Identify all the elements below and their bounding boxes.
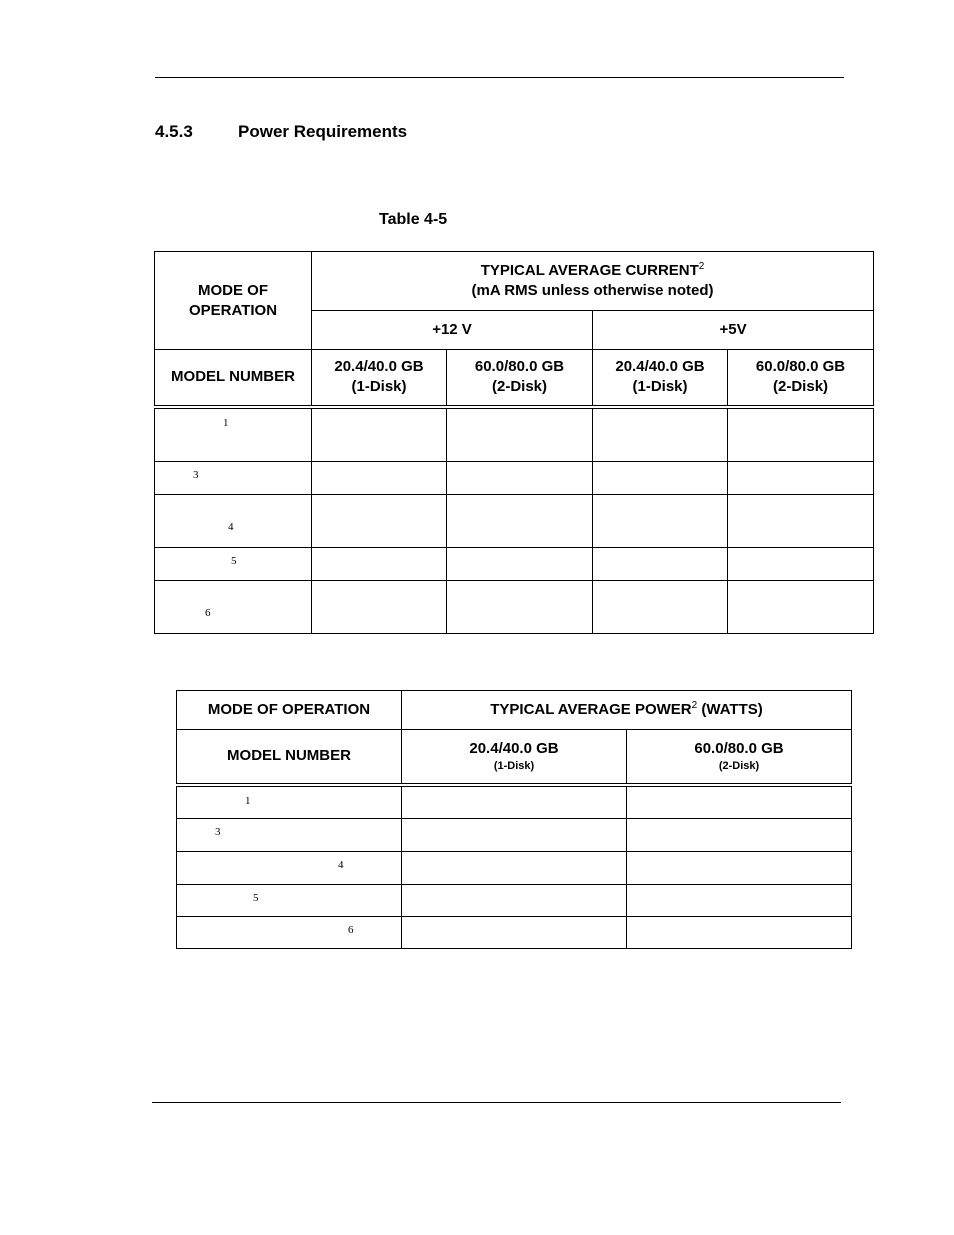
- header-rule: [155, 77, 844, 78]
- footnote-marker: 3: [215, 826, 221, 838]
- value-cell: [402, 917, 627, 949]
- value-cell: [593, 548, 728, 581]
- table-row: [177, 917, 852, 949]
- mode-cell: [155, 462, 312, 495]
- value-cell: [728, 407, 874, 462]
- power-table: [176, 690, 852, 949]
- current-table: [154, 251, 874, 634]
- footnote-marker: 4: [228, 521, 234, 533]
- value-cell: [627, 785, 852, 819]
- value-cell: [627, 885, 852, 917]
- voltage-5v-header: +5V: [593, 311, 874, 350]
- mode-cell: [177, 917, 402, 949]
- value-cell: [593, 495, 728, 548]
- mode-of-operation-header: MODE OF OPERATION: [177, 691, 402, 730]
- value-cell: [402, 819, 627, 852]
- value-cell: [447, 581, 593, 634]
- value-cell: [402, 785, 627, 819]
- footer-rule: [152, 1102, 841, 1103]
- mode-cell: [177, 785, 402, 819]
- footnote-marker: 6: [348, 924, 354, 936]
- footnote-marker: 5: [253, 892, 259, 904]
- value-cell: [728, 581, 874, 634]
- footnote-marker: 5: [231, 555, 237, 567]
- footnote-marker: 1: [223, 416, 229, 429]
- mode-cell: [155, 495, 312, 548]
- model-header: 60.0/80.0 GB (2-Disk): [728, 350, 874, 407]
- section-number: 4.5.3: [155, 122, 193, 141]
- value-cell: [447, 407, 593, 462]
- value-cell: [627, 819, 852, 852]
- value-cell: [728, 462, 874, 495]
- table-row: [155, 495, 874, 548]
- table-row: [177, 785, 852, 819]
- voltage-12v-header: +12 V: [312, 311, 593, 350]
- table-row: [155, 407, 874, 462]
- value-cell: [627, 852, 852, 885]
- value-cell: [312, 495, 447, 548]
- value-cell: [312, 548, 447, 581]
- footnote-marker: 6: [205, 607, 211, 619]
- value-cell: [593, 462, 728, 495]
- value-cell: [312, 407, 447, 462]
- typical-average-power-header: TYPICAL AVERAGE POWER$^2$ (WATTS): [402, 691, 852, 730]
- mode-cell: [155, 548, 312, 581]
- mode-cell: [155, 407, 312, 462]
- typical-average-current-header: TYPICAL AVERAGE CURRENT$^2$ (mA RMS unless otherwise noted): [312, 252, 874, 311]
- mode-cell: [177, 885, 402, 917]
- table-row: [155, 462, 874, 495]
- model-number-label: MODEL NUMBER: [155, 350, 312, 407]
- value-cell: [402, 885, 627, 917]
- value-cell: [728, 548, 874, 581]
- mode-cell: [177, 819, 402, 852]
- footnote-marker: 1: [245, 794, 251, 807]
- value-cell: [312, 581, 447, 634]
- mode-of-operation-header: MODE OF OPERATION: [155, 252, 312, 350]
- footnote-marker: 4: [338, 859, 344, 871]
- table-row: [155, 581, 874, 634]
- model-header: 60.0/80.0 GB (2-Disk): [627, 730, 852, 785]
- value-cell: [447, 495, 593, 548]
- table-row: [155, 548, 874, 581]
- model-header: 20.4/40.0 GB (1-Disk): [402, 730, 627, 785]
- value-cell: [447, 462, 593, 495]
- mode-cell: [177, 852, 402, 885]
- value-cell: [728, 495, 874, 548]
- value-cell: [593, 581, 728, 634]
- model-header: 60.0/80.0 GB (2-Disk): [447, 350, 593, 407]
- model-header: 20.4/40.0 GB (1-Disk): [593, 350, 728, 407]
- table-row: [177, 819, 852, 852]
- model-header: 20.4/40.0 GB (1-Disk): [312, 350, 447, 407]
- mode-cell: [155, 581, 312, 634]
- table-row: [177, 885, 852, 917]
- section-title: Power Requirements: [238, 122, 408, 141]
- value-cell: [593, 407, 728, 462]
- model-number-label: MODEL NUMBER: [177, 730, 402, 785]
- value-cell: [402, 852, 627, 885]
- value-cell: [447, 548, 593, 581]
- table-row: [177, 852, 852, 885]
- value-cell: [627, 917, 852, 949]
- value-cell: [312, 462, 447, 495]
- table-caption: Table 4-5: [379, 211, 448, 228]
- footnote-marker: 3: [193, 469, 199, 481]
